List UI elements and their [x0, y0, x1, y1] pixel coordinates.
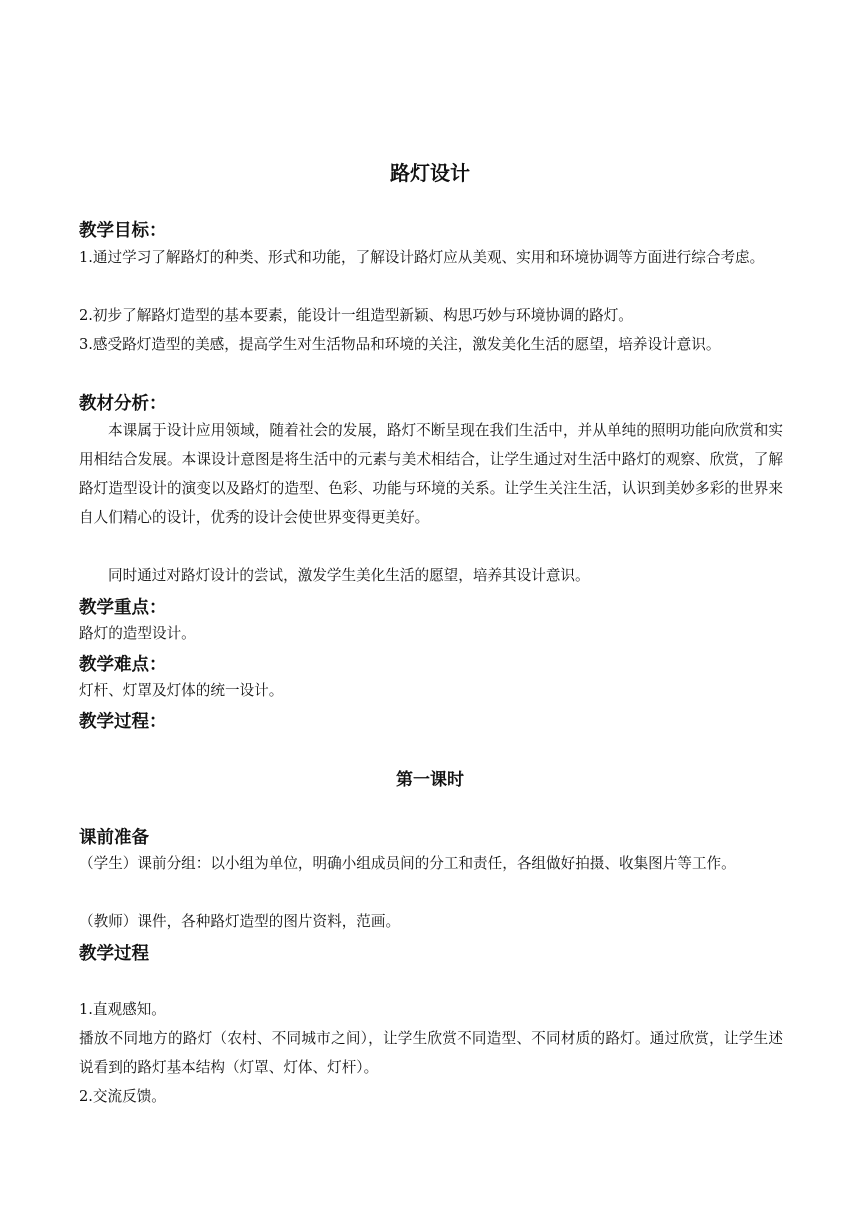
key-point-heading: 教学重点： — [79, 598, 167, 618]
process-heading: 教学过程： — [79, 712, 167, 732]
process-item-2: 2.交流反馈。 — [79, 1088, 166, 1105]
difficulty-heading: 教学难点： — [79, 655, 167, 675]
objective-item-2: 2.初步了解路灯造型的基本要素，能设计一组造型新颖、构思巧妙与环境协调的路灯。 — [79, 307, 633, 324]
process-item-1-detail: 播放不同地方的路灯（农村、不同城市之间），让学生欣赏不同造型、不同材质的路灯。通过欣赏，让学生述说看到的路灯基本结构（灯罩、灯体、灯杆）。 — [79, 1030, 783, 1076]
key-point-text: 路灯的造型设计。 — [79, 625, 196, 642]
prep-item-teacher: （教师）课件，各种路灯造型的图片资料，范画。 — [79, 913, 401, 930]
objective-item-1: 1.通过学习了解路灯的种类、形式和功能，了解设计路灯应从美观、实用和环境协调等方面进行综合考虑。 — [79, 249, 765, 266]
lesson-title: 第一课时 — [396, 770, 464, 790]
teaching-process-heading: 教学过程 — [79, 944, 149, 964]
process-item-1: 1.直观感知。 — [79, 1001, 166, 1018]
objective-item-3: 3.感受路灯造型的美感，提高学生对生活物品和环境的关注，激发美化生活的愿望，培养设计意识。 — [79, 336, 721, 353]
prep-heading: 课前准备 — [79, 828, 149, 848]
difficulty-text: 灯杆、灯罩及灯体的统一设计。 — [79, 682, 284, 699]
analysis-paragraph-1: 本课属于设计应用领域，随着社会的发展，路灯不断呈现在我们生活中，并从单纯的照明功能向欣赏和实用相结合发展。本课设计意图是将生活中的元素与美术相结合，让学生通过对生活中路灯的观察、欣赏，了解路灯造型设计的演变以及路灯的造型、色彩、功能与环境的关系。让学生关注生活，认识到美妙多彩的世界来自人们精心的设计，优秀的设计会使世界变得更美好。 — [79, 422, 783, 526]
analysis-paragraph-2: 同时通过对路灯设计的尝试，激发学生美化生活的愿望，培养其设计意识。 — [108, 567, 590, 584]
analysis-heading: 教材分析： — [79, 394, 167, 414]
objectives-heading: 教学目标： — [79, 221, 167, 241]
prep-item-student: （学生）课前分组：以小组为单位，明确小组成员间的分工和责任，各组做好拍摄、收集图片等工作。 — [79, 855, 736, 872]
document-title: 路灯设计 — [390, 161, 470, 185]
